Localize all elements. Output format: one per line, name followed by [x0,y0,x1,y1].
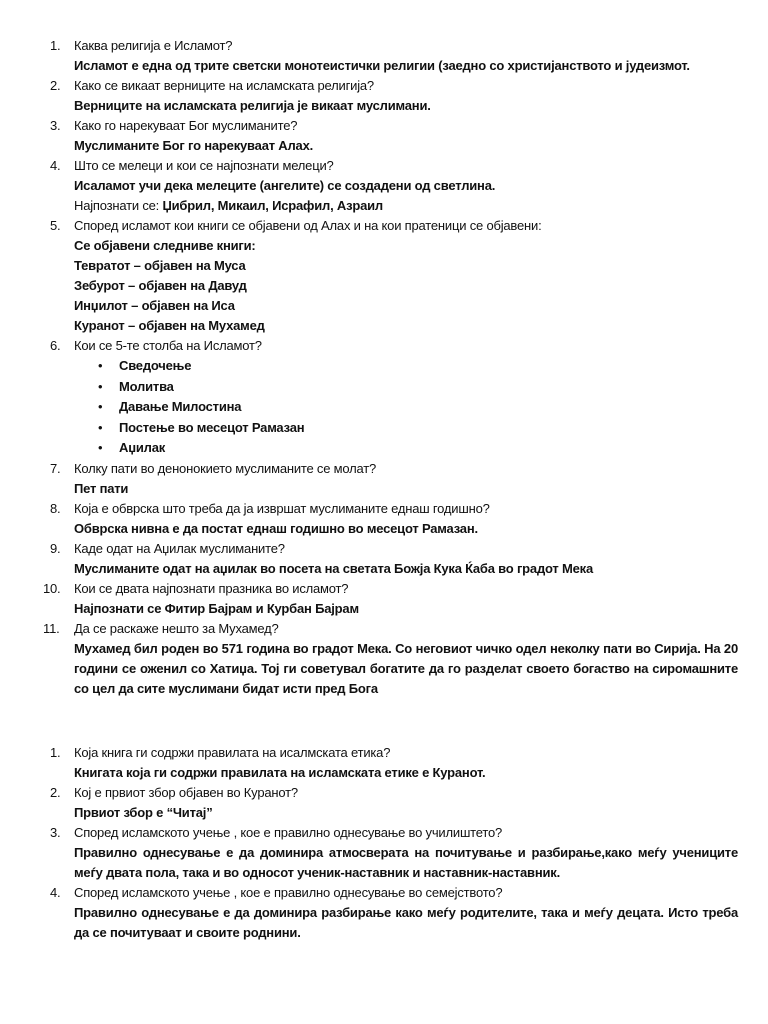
answer-text: Книгата која ги содржи правилата на исламската етике е Куранот. [74,765,486,780]
bullet-item [74,438,738,459]
question-number: 3. [50,825,61,840]
answer-text: Муслиманите одат на аџилак во посета на светата Божја Кука Ќаба во градот Мека [74,560,593,576]
question-text: Која книга ги содржи правилата на исалмската етика? [74,745,391,760]
question-number: 2. [50,78,61,93]
question-item-8 [0,499,768,539]
question-number: 10. [43,580,61,596]
question-text: Како се викаат верниците на исламската религија? [74,78,374,93]
question-number: 1. [50,38,61,53]
question-text: Како го нарекуваат Бог муслиманите? [74,118,298,133]
answer-text: Пет пати [74,480,129,496]
answer-text: Исаламот учи дека мелеците (ангелите) се создадени од светлина. [74,178,496,193]
answer-text: Верниците на исламската религија је викаат муслимани. [74,98,431,113]
answer-prefix: Најпознати се: [74,198,163,213]
bullet-label: Сведочење [119,358,192,373]
answer-line: Куранот – објавен на Мухамед [74,318,265,333]
question-item-9 [0,539,768,579]
question-number: 5. [50,218,61,233]
answer-text: Правилно однесување е да доминира атмосверата на почитување и разбирање,како меѓу учениците меѓу двата пола, така и во односот ученик-наставник и наставник-наставник. [74,845,738,880]
question-item-3 [0,823,768,883]
bullet-icon: • [98,358,103,373]
question-item-6 [0,336,768,459]
question-text: Според исламот кои книги се објавени од Алах и на кои пратеници се објавени: [74,218,542,233]
question-number: 11. [43,620,60,636]
question-item-10 [0,579,768,619]
question-number: 7. [50,460,61,476]
question-number: 1. [50,745,61,760]
bullet-label: Давање Милостина [119,399,242,414]
question-item-2 [0,783,768,823]
question-text: Каква религија е Исламот? [74,38,233,53]
question-number: 8. [50,500,61,516]
question-text: Кој е првиот збор објавен во Куранот? [74,785,298,800]
answer-text: Исламот е една од трите светски монотеистички религии (заедно со христијанството и јудеизмот. [74,58,690,73]
bullet-icon: • [98,399,103,414]
bullet-item [74,418,738,439]
question-number: 4. [50,158,61,173]
question-item-1 [0,36,768,76]
question-text: Која е обврска што треба да ја извршат муслиманите еднаш годишно? [74,500,490,516]
bullet-item [74,397,738,418]
bullet-item [74,356,738,377]
question-item-2 [0,76,768,116]
question-item-4 [0,156,768,216]
question-number: 4. [50,885,61,900]
bullet-label: Аџилак [119,440,166,455]
answer-text: Правилно однесување е да доминира разбирање како меѓу родителите, така и меѓу децата. Исто треба да се почитуваат и своите роднини. [74,905,738,940]
bullet-icon: • [98,378,103,394]
answer-names: Џибрил, Микаил, Исрафил, Азраил [162,198,383,213]
question-list-2 [0,743,768,943]
question-number: 9. [50,540,61,556]
bullet-icon: • [98,440,103,455]
question-text: Според исламското учење , кое е правилно однесување во училиштето? [74,825,503,840]
answer-line: Зебурот – објавен на Давуд [74,278,247,293]
answer-line: Инџилот – објавен на Иса [74,298,235,313]
answer-text: Муслиманите Бог го нарекуваат Алах. [74,138,314,153]
question-text: Да се раскаже нешто за Мухамед? [74,620,279,636]
question-item-11 [0,619,768,699]
question-number: 2. [50,785,61,800]
answer-text: Обврска нивна е да постат еднаш годишно во месецот Рамазан. [74,520,478,536]
question-item-7 [0,459,768,499]
bullet-item [74,377,738,398]
answer-line: Тевратот – објавен на Муса [74,258,246,273]
question-text: Колку пати во денонокието муслиманите се молат? [74,460,377,476]
question-text: Според исламското учење , кое е правилно однесување во семејството? [74,885,503,900]
question-item-3 [0,116,768,156]
answer-text [74,196,738,216]
question-item-5 [0,216,768,336]
question-number: 6. [50,338,61,353]
question-item-1 [0,743,768,783]
question-item-4 [0,883,768,943]
answer-text: Најпознати се Фитир Бајрам и Курбан Бајрам [74,600,359,616]
question-text: Што се мелеци и кои се најпознати мелеци? [74,158,334,173]
question-list-1 [0,36,768,699]
question-text: Кои се двата најпознати празника во исламот? [74,580,349,596]
question-number: 3. [50,118,61,133]
answer-text: Првиот збор е “Читај” [74,805,213,820]
bullet-label: Постење во месецот Рамазан [119,419,305,435]
bullet-label: Молитва [119,378,174,394]
bullet-icon: • [98,419,103,435]
answer-line: Се објавени следниве книги: [74,238,256,253]
question-text: Кои се 5-те столба на Исламот? [74,338,262,353]
answer-text: Мухамед бил роден во 571 година во градот Мека. Со неговиот чичко одел неколку пати во Сирија. На 20 години се оженил со Хатиџа. Тој ги советувал богатите да го разделат своето богаство на сиромашните со цел да сите муслимани бидат исти пред Бога [74,640,738,696]
question-text: Каде одат на Аџилак муслиманите? [74,540,285,556]
